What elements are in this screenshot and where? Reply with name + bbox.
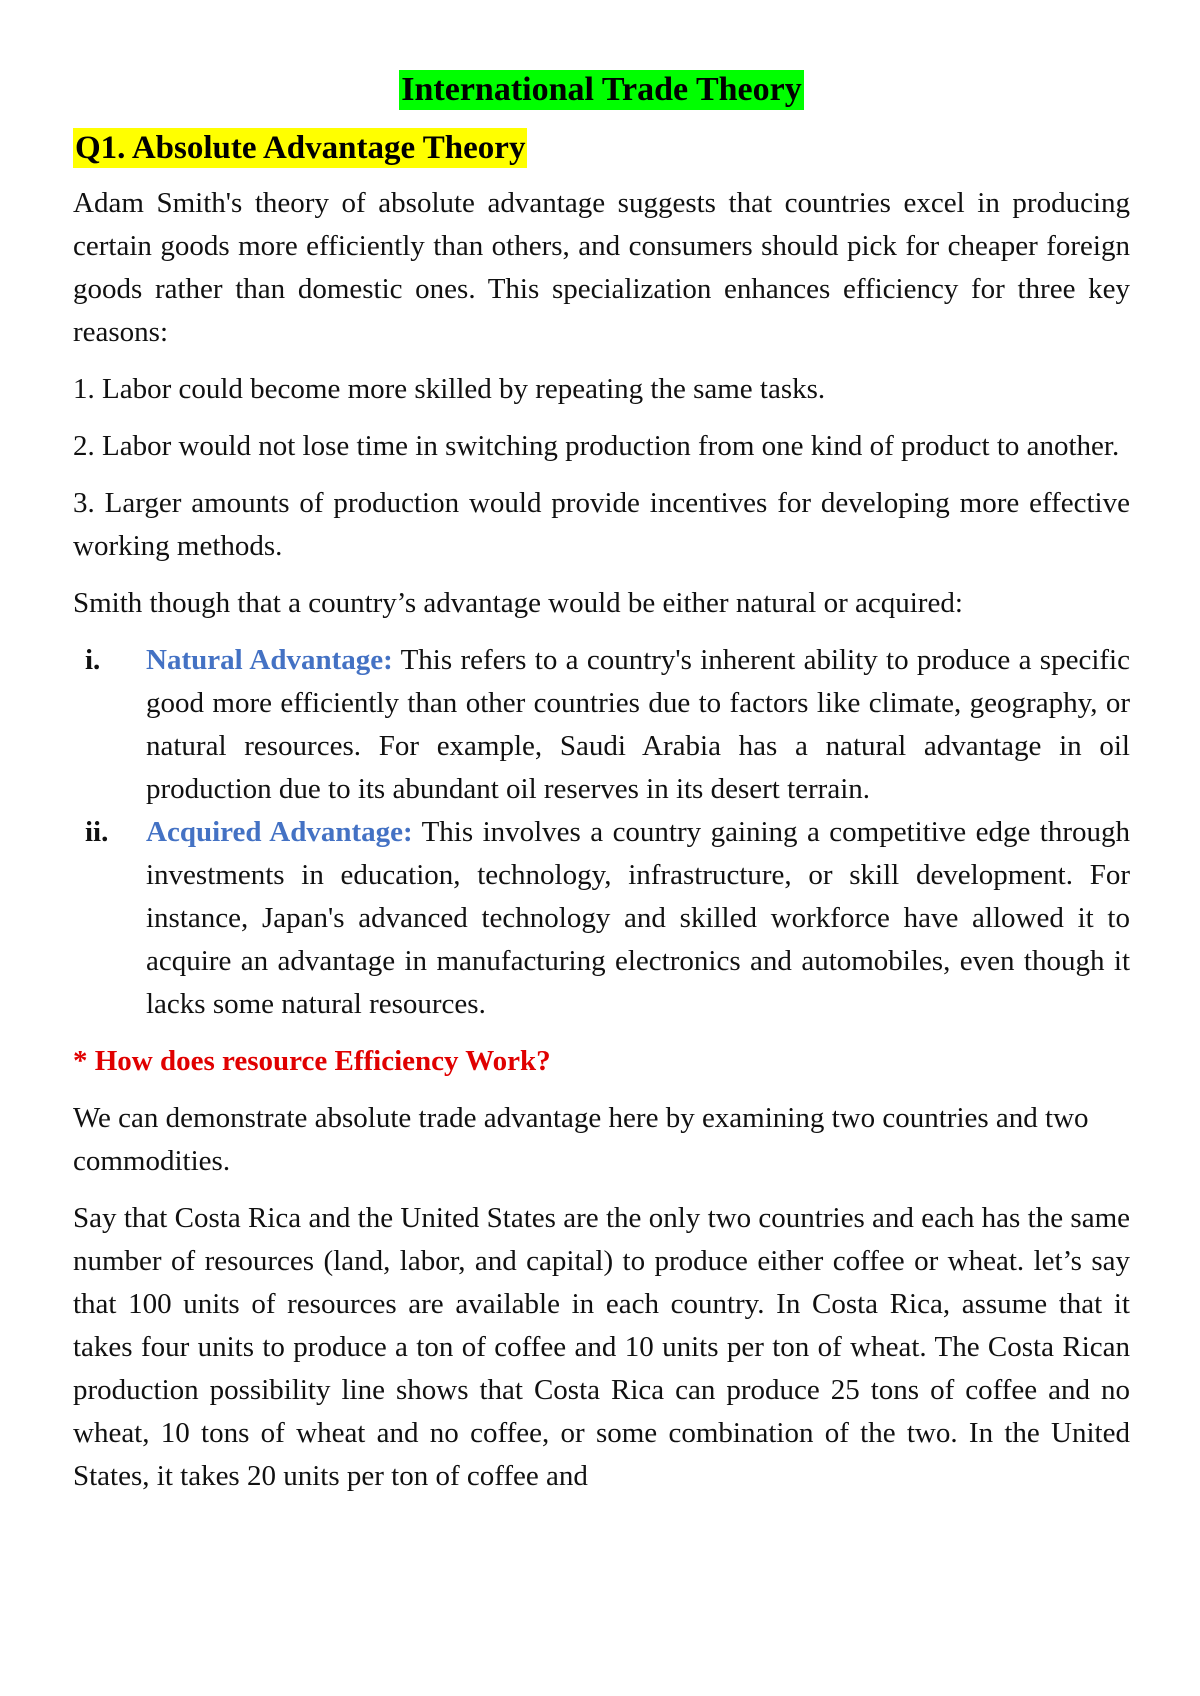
advantage-numeral: ii. <box>85 816 109 848</box>
document-title: International Trade Theory <box>401 71 802 108</box>
advantage-list <box>73 639 1130 1026</box>
q1-heading: Q1. Absolute Advantage Theory <box>75 130 526 166</box>
advantage-item-natural <box>73 639 1130 811</box>
advantage-term: Natural Advantage: <box>146 644 393 676</box>
reason-2: 2. Labor would not lose time in switching production from one kind of product to another. <box>73 430 1120 462</box>
intro-paragraph: Adam Smith's theory of absolute advantage suggests that countries excel in producing certain goods more efficiently than others, and consumers should pick for cheaper foreign goods rather than domestic ones. This specialization enhances efficiency for three key reasons: <box>73 187 1130 348</box>
advantage-numeral: i. <box>85 644 101 676</box>
advantage-intro: Smith though that a country’s advantage would be either natural or acquired: <box>73 587 963 619</box>
reason-1: 1. Labor could become more skilled by repeating the same tasks. <box>73 373 826 405</box>
q1-heading-wrapper <box>73 128 1130 182</box>
efficiency-heading: * How does resource Efficiency Work? <box>73 1045 551 1077</box>
advantage-text: This refers to a country's inherent ability to produce a specific good more efficiently than other countries due to factors like climate, geography, or natural resources. For example, Saudi Arabia has a natural advantage in oil production due to its abundant oil reserves in its desert terrain. <box>146 644 1130 805</box>
title-wrapper <box>73 70 1130 110</box>
efficiency-paragraph: We can demonstrate absolute trade advantage here by examining two countries and two commodities. <box>73 1102 1089 1177</box>
advantage-term: Acquired Advantage: <box>146 816 413 848</box>
reason-3: 3. Larger amounts of production would provide incentives for developing more effective working methods. <box>73 487 1130 562</box>
advantage-item-acquired <box>73 811 1130 1026</box>
example-paragraph: Say that Costa Rica and the United States are the only two countries and each has the same number of resources (land, labor, and capital) to produce either coffee or wheat. let’s say that 100 units of resources are available in each country. In Costa Rica, assume that it takes four units to produce a ton of coffee and 10 units per ton of wheat. The Costa Rican production possibility line shows that Costa Rica can produce 25 tons of coffee and no wheat, 10 tons of wheat and no coffee, or some combination of the two. In the United States, it takes 20 units per ton of coffee and <box>73 1202 1130 1492</box>
advantage-text: This involves a country gaining a competitive edge through investments in education, technology, infrastructure, or skill development. For instance, Japan's advanced technology and skilled workforce have allowed it to acquire an advantage in manufacturing electronics and automobiles, even though it lacks some natural resources. <box>146 816 1130 1020</box>
